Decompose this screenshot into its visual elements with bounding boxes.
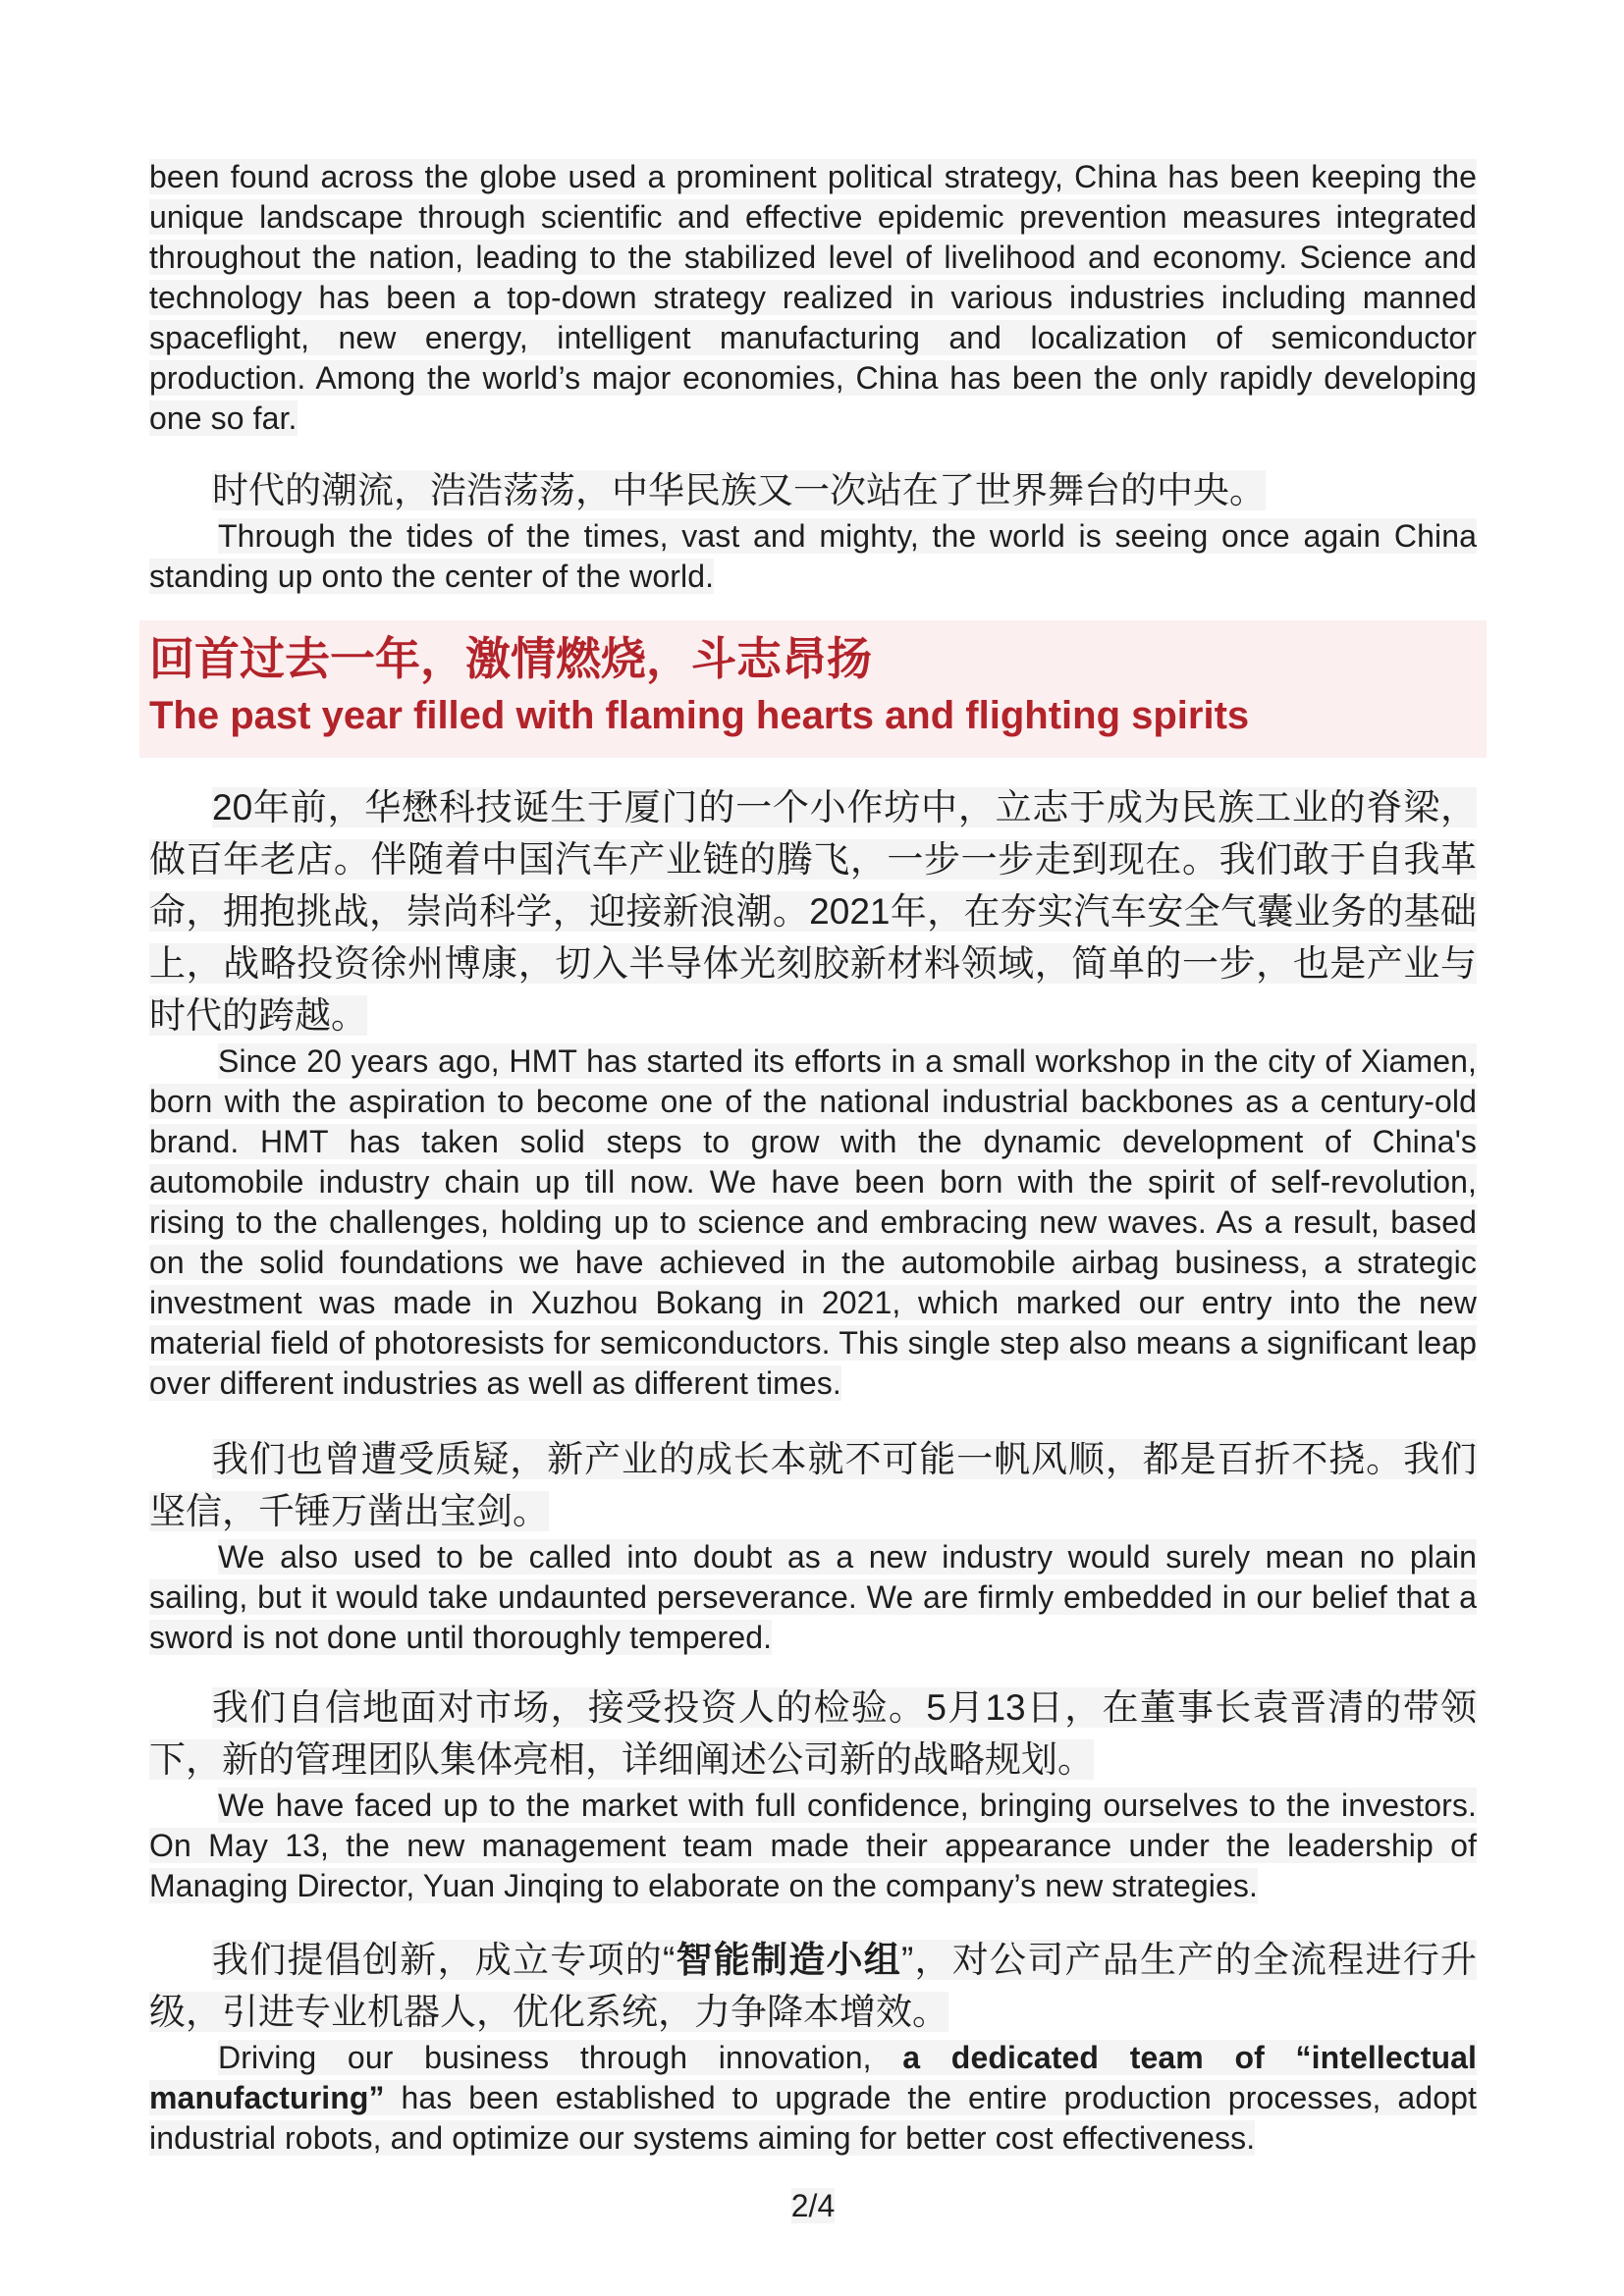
page-content: [149, 0, 1477, 2226]
paragraph-innovation-en-text: [149, 2040, 1477, 2156]
paragraph-history-en: [149, 1041, 1477, 1404]
paragraph-market-en: [149, 1786, 1477, 1906]
paragraph-continuation-en-text: been found across the globe used a prominent political strategy, China has been keeping the unique landscape through scientific and effective epidemic prevention measures integrated throughout the nation, leading to the stabilized level of livelihood and economy. Science and technology has been a top-down strategy realized in various industries including manned spaceflight, new energy, intelligent manufacturing and localization of semiconductor production. Among the world’s major economies, China has been the only rapidly developing one so far.: [149, 159, 1477, 436]
paragraph-doubt-en: [149, 1537, 1477, 1658]
paragraph-market-zh-text: 我们自信地面对市场，接受投资人的检验。5月13日，在董事长袁晋清的带领下，新的管理团队集体亮相，详细阐述公司新的战略规划。: [149, 1687, 1477, 1780]
innovation-zh-bold: 智能制造小组: [675, 1940, 901, 1980]
innovation-zh-post: ”，对公司产品生产的全流程进行升级，引进专业机器人，优化系统，力争降本增效。: [149, 1940, 1477, 2032]
paragraph-tides-zh-text: 时代的潮流，浩浩荡荡，中华民族又一次站在了世界舞台的中央。: [212, 470, 1266, 510]
paragraph-doubt-zh: [149, 1433, 1477, 1537]
section-heading-en: The past year filled with flaming hearts and flighting spirits: [149, 694, 1250, 737]
paragraph-history-zh-text: 20年前，华懋科技诞生于厦门的一个小作坊中，立志于成为民族工业的脊梁，做百年老店。伴随着中国汽车产业链的腾飞，一步一步走到现在。我们敢于自我革命，拥抱挑战，崇尚科学，迎接新浪潮。2021年，在夯实汽车安全气囊业务的基础上，战略投资徐州博康，切入半导体光刻胶新材料领域，简单的一步，也是产业与时代的跨越。: [149, 787, 1477, 1036]
paragraph-innovation-zh-text: [149, 1940, 1477, 2032]
paragraph-tides-zh: [149, 464, 1477, 516]
paragraph-innovation-zh: [149, 1934, 1477, 2038]
paragraph-tides-en-text: Through the tides of the times, vast and mighty, the world is seeing once again China standing up onto the center of the world.: [149, 518, 1477, 594]
paragraph-market-zh: [149, 1682, 1477, 1786]
section-heading: [139, 620, 1487, 758]
paragraph-doubt-zh-text: 我们也曾遭受质疑，新产业的成长本就不可能一帆风顺，都是百折不挠。我们坚信，千锤万凿出宝剑。: [149, 1439, 1477, 1531]
innovation-en-post: has been established to upgrade the entire production processes, adopt industrial robots, and optimize our systems aiming for better cost effectiveness.: [149, 2080, 1477, 2156]
paragraph-market-en-text: We have faced up to the market with full confidence, bringing ourselves to the investors. On May 13, the new management team made their appearance under the leadership of Managing Director, Yuan Jinqing to elaborate on the company’s new strategies.: [149, 1788, 1477, 1903]
paragraph-tides-en: [149, 516, 1477, 597]
page-footer: [149, 2186, 1477, 2226]
paragraph-innovation-en: [149, 2038, 1477, 2159]
innovation-zh-pre: 我们提倡创新，成立专项的“: [212, 1940, 676, 1980]
paragraph-history-zh: [149, 781, 1477, 1041]
section-heading-zh: 回首过去一年，激情燃烧，斗志昂扬: [149, 633, 872, 684]
innovation-en-bold: a dedicated team of “intellectual manufacturing”: [149, 2040, 1477, 2115]
paragraph-continuation-en: [149, 157, 1477, 439]
innovation-en-pre: Driving our business through innovation,: [218, 2040, 903, 2075]
paragraph-history-en-text: Since 20 years ago, HMT has started its efforts in a small workshop in the city of Xiamen, born with the aspiration to become one of the national industrial backbones as a century-old brand. HMT has taken solid steps to grow with the dynamic development of China's automobile industry chain up till now. We have been born with the spirit of self-revolution, rising to the challenges, holding up to science and embracing new waves. As a result, based on the solid foundations we have achieved in the automobile airbag business, a strategic investment was made in Xuzhou Bokang in 2021, which marked our entry into the new material field of photoresists for semiconductors. This single step also means a significant leap over different industries as well as different times.: [149, 1043, 1477, 1401]
page-number: 2/4: [790, 2188, 836, 2223]
paragraph-doubt-en-text: We also used to be called into doubt as a new industry would surely mean no plain sailing, but it would take undaunted perseverance. We are firmly embedded in our belief that a sword is not done until thoroughly tempered.: [149, 1539, 1477, 1655]
